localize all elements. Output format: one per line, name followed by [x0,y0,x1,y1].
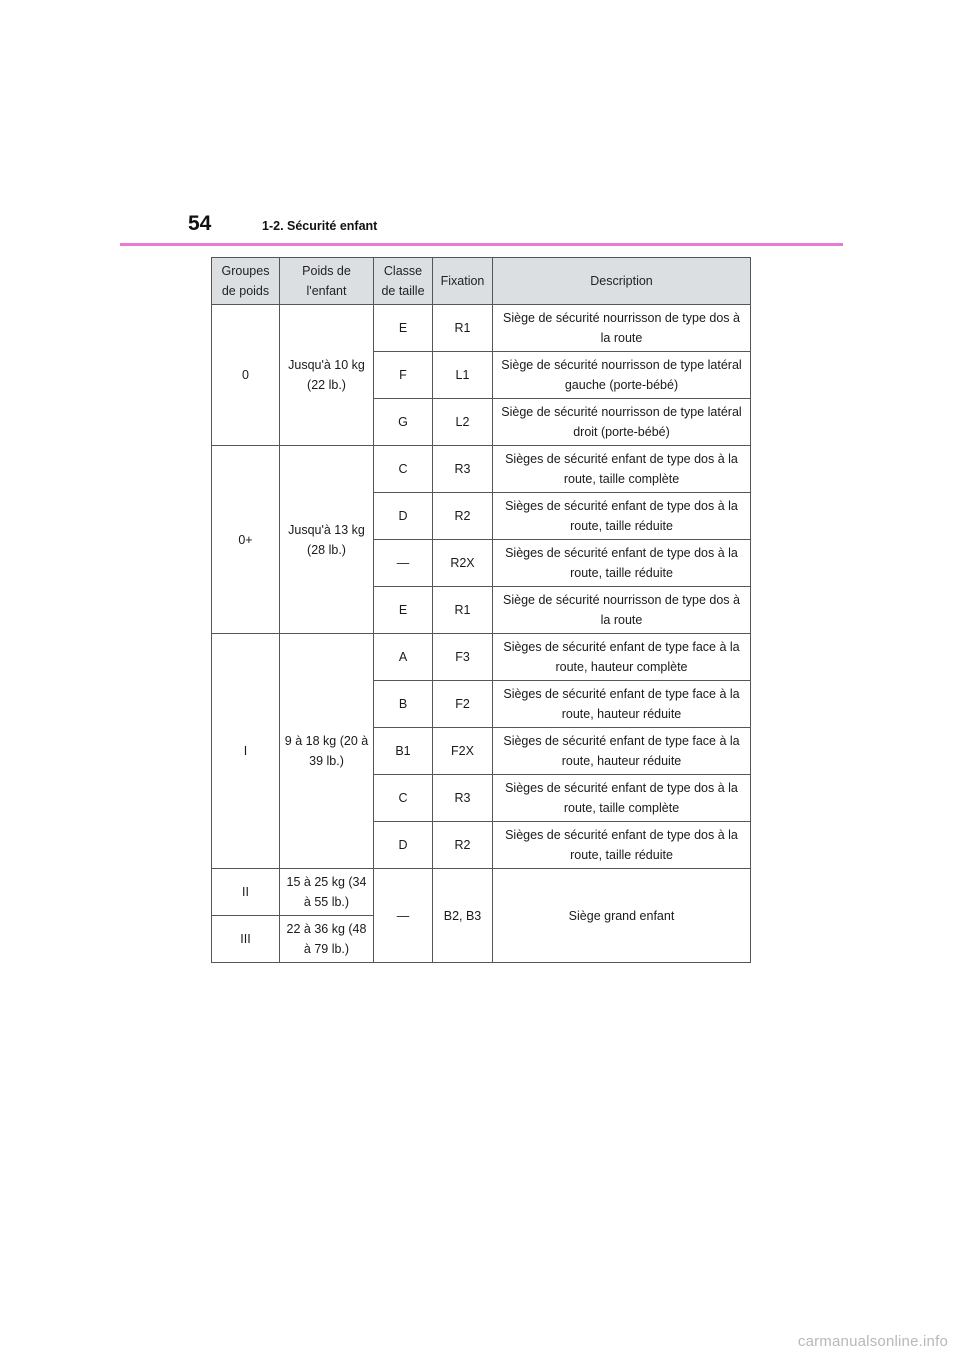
group-cell: 0+ [212,446,280,634]
fixation-cell: R2X [433,540,493,587]
size-class-cell: C [374,446,433,493]
weight-cell: 15 à 25 kg (34 à 55 lb.) [280,869,374,916]
column-header-description: Description [493,258,751,305]
size-class-cell: B1 [374,728,433,775]
table-row [212,634,751,681]
group-cell: III [212,916,280,963]
column-header-size-class: Classe de taille [374,258,433,305]
description-cell: Sièges de sécurité enfant de type face à la route, hauteur réduite [493,728,751,775]
size-class-cell: — [374,869,433,963]
description-cell: Sièges de sécurité enfant de type dos à la route, taille réduite [493,493,751,540]
column-header-fixation: Fixation [433,258,493,305]
weight-cell: 9 à 18 kg (20 à 39 lb.) [280,634,374,869]
table-row [212,305,751,352]
fixation-cell: R3 [433,775,493,822]
size-class-cell: D [374,493,433,540]
size-class-cell: F [374,352,433,399]
description-cell: Sièges de sécurité enfant de type face à la route, hauteur complète [493,634,751,681]
group-cell: I [212,634,280,869]
table-row [212,869,751,916]
table-row [212,446,751,493]
size-class-cell: C [374,775,433,822]
section-title: 1-2. Sécurité enfant [262,219,378,233]
fixation-cell: R3 [433,446,493,493]
description-cell: Sièges de sécurité enfant de type dos à la route, taille réduite [493,822,751,869]
size-class-cell: A [374,634,433,681]
size-class-cell: E [374,587,433,634]
description-cell: Sièges de sécurité enfant de type dos à la route, taille complète [493,446,751,493]
group-cell: 0 [212,305,280,446]
fixation-cell: F3 [433,634,493,681]
fixation-cell: R2 [433,822,493,869]
size-class-cell: G [374,399,433,446]
fixation-cell: R1 [433,587,493,634]
description-cell: Sièges de sécurité enfant de type dos à la route, taille réduite [493,540,751,587]
fixation-cell: R1 [433,305,493,352]
size-class-cell: E [374,305,433,352]
column-header-weight-group: Groupes de poids [212,258,280,305]
page-number: 54 [188,212,212,235]
description-cell: Siège de sécurité nourrisson de type latéral gauche (porte-bébé) [493,352,751,399]
child-seat-size-class-table [211,257,751,963]
fixation-cell: R2 [433,493,493,540]
description-cell: Sièges de sécurité enfant de type dos à la route, taille complète [493,775,751,822]
size-class-cell: — [374,540,433,587]
weight-cell: Jusqu'à 10 kg (22 lb.) [280,305,374,446]
weight-cell: Jusqu'à 13 kg (28 lb.) [280,446,374,634]
site-watermark: carmanualsonline.info [797,1333,948,1350]
description-cell: Sièges de sécurité enfant de type face à la route, hauteur réduite [493,681,751,728]
size-class-cell: B [374,681,433,728]
description-cell: Siège grand enfant [493,869,751,963]
description-cell: Siège de sécurité nourrisson de type dos à la route [493,587,751,634]
size-class-cell: D [374,822,433,869]
group-cell: II [212,869,280,916]
table-header-row [212,258,751,305]
description-cell: Siège de sécurité nourrisson de type dos à la route [493,305,751,352]
fixation-cell: B2, B3 [433,869,493,963]
fixation-cell: F2X [433,728,493,775]
fixation-cell: L1 [433,352,493,399]
weight-cell: 22 à 36 kg (48 à 79 lb.) [280,916,374,963]
description-cell: Siège de sécurité nourrisson de type latéral droit (porte-bébé) [493,399,751,446]
fixation-cell: F2 [433,681,493,728]
column-header-child-weight: Poids de l'enfant [280,258,374,305]
header-divider [120,243,843,246]
fixation-cell: L2 [433,399,493,446]
